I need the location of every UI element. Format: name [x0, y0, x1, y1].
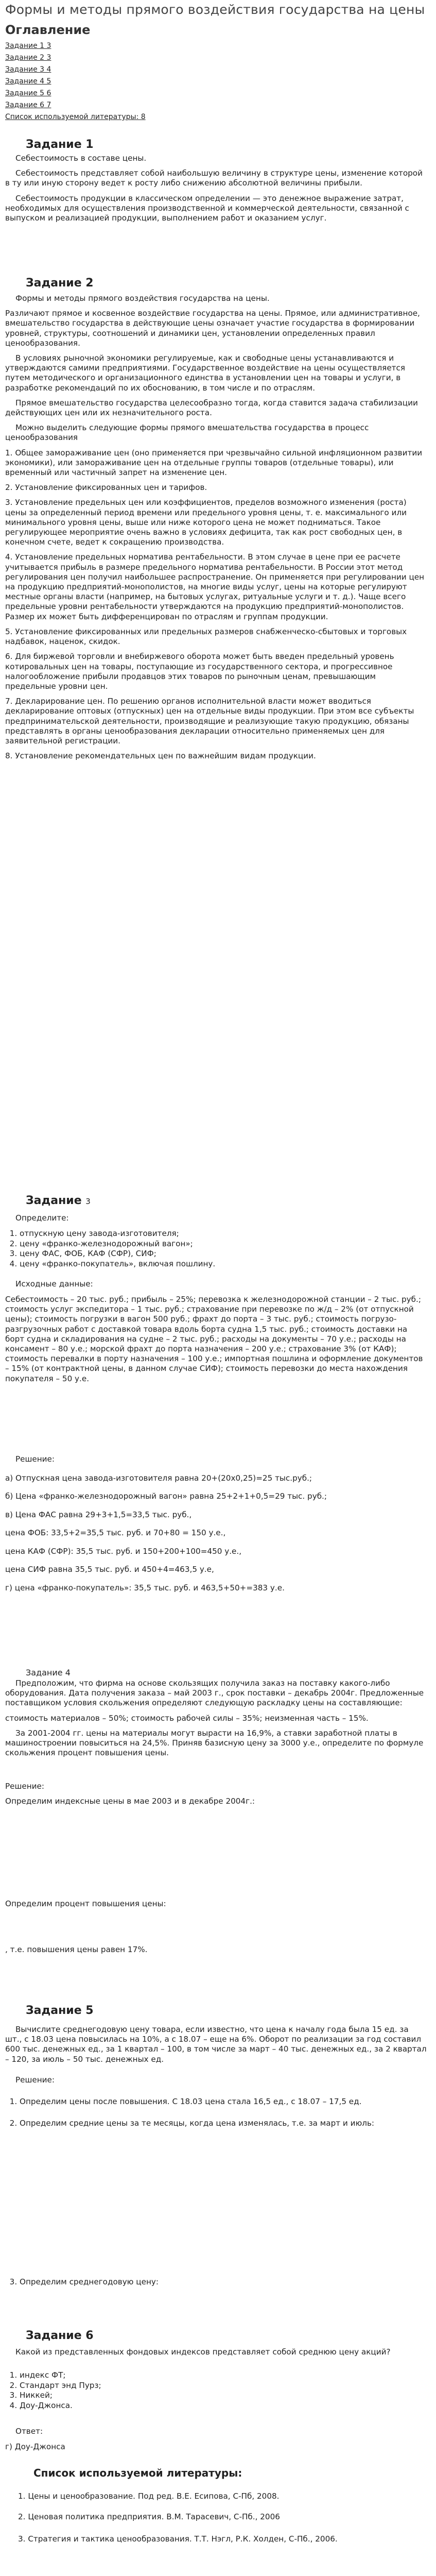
- paragraph: Себестоимость – 20 тыс. руб.; прибыль – 25%; перевозка к железнодорожной станции – 2 тыс. руб.; стоимость услуг экспедитора – 1 тыс. руб.; страхование при перевозке по ж/д – 2% (от отпускной цены); стоимость погрузки в вагон 500 руб.; фрахт до порта – 3 тыс. руб.; стоимость погрузо-разгрузочных работ с доставкой товара вдоль борта судна 1,5 тыс. руб.; стоимость доставки на борт судна и складирования на судне – 2 тыс. руб.; расходы на документы – 70 у.е.; расходы на консамент – 80 у.е.; морской фрахт до порта назначения – 200 у.е.; страхование 3% (от КАФ); стоимость перевалки в порту назначения – 100 у.е.; импортная пошлина и оформление документов – 15% (от контрактной цены, в данном случае СИФ); стоимость перевозки до места нахождения покупателя – 50 у.е.: [5, 1295, 423, 1383]
- solution-line: цена КАФ (СФР): 35,5 тыс. руб. и 150+200+100=450 у.е.,: [5, 1547, 242, 1556]
- list-item: 4. цену «франко-покупатель», включая пошлину.: [20, 1259, 215, 1269]
- task-3-solution-label: Решение:: [15, 1454, 55, 1464]
- paragraph: Себестоимость в составе цены.: [15, 154, 147, 163]
- toc-link-task-2[interactable]: Задание 2 3: [5, 54, 51, 62]
- task-4-solution-label: Решение:: [5, 1782, 45, 1791]
- list-item: 2. Определим средние цены за те месяцы, когда цена изменялась, т.е. за март и июль:: [20, 2119, 431, 2129]
- paragraph: Вычислите среднегодовую цену товара, если известно, что цена к началу года была 15 ед. за шт., с 18.03 цена повысилась на 10%, а с 18.07 – еще на 6%. Оборот по реализации за год составил 600 тыс. денежных ед., за 1 квартал – 100, в том числе за март – 40 тыс. денежных ед., за 2 квартал – 120, за июль – 50 тыс. денежных ед.: [5, 2025, 427, 2064]
- task-4-body: [5, 1679, 427, 1758]
- paragraph: стоимость материалов – 50%; стоимость рабочей силы – 35%; неизменная часть – 15%.: [5, 1713, 369, 1723]
- task-3-source-label: Исходные данные:: [15, 1279, 93, 1289]
- task-5-solution-label: Решение:: [15, 2075, 55, 2084]
- list-item: 8. Установление рекомендательных цен по важнейшим видам продукции.: [5, 751, 316, 761]
- list-item: 3. цену ФАС, ФОБ, КАФ (СФР), СИФ;: [20, 1249, 215, 1259]
- paragraph: Формы и методы прямого воздействия государства на цены.: [15, 294, 270, 303]
- literature-item: 2. Ценовая политика предприятия. В.М. Тарасевич, С-Пб., 2006: [18, 2512, 280, 2521]
- task-1-body: [5, 154, 427, 223]
- task-2-heading: Задание 2: [26, 277, 94, 290]
- solution-line: г) цена «франко-покупатель»: 35,5 тыс. руб. и 463,5+50+=383 у.е.: [5, 1583, 285, 1592]
- solution-line: цена ФОБ: 33,5+2=35,5 тыс. руб. и 70+80 = 150 у.е.,: [5, 1528, 226, 1537]
- literature-item: 1. Цены и ценообразование. Под ред. В.Е. Есипова, С-Пб, 2008.: [18, 2492, 280, 2501]
- solution-line: б) Цена «франко-железнодорожный вагон» равна 25+2+1+0,5=29 тыс. руб.;: [5, 1492, 327, 1501]
- document-title: Формы и методы прямого воздействия государства на цены: [5, 2, 425, 17]
- list-item: 2. цену «франко-железнодорожный вагон»;: [20, 1239, 215, 1249]
- list-item: 4. Установление предельных норматива рентабельности. В этом случае в цене при ее расчете учитывается прибыль в размере предельного норматива рентабельности. В России этот метод регулирования цен получил наибольшее распространение. Он применяется при регулировании цен на продукцию предприятий-монополистов, на многие виды услуг, цены на которые регулируют местные органы власти (например, на бытовых услугах, ритуальные услуги и т. д.). Чаще всего предельные уровни рентабельности утверждаются на продукцию предприятий-монополистов. Размер их может быть дифференцирован по отраслям и группам продукции.: [5, 552, 425, 621]
- task-4-heading: Задание 4: [26, 1668, 71, 1677]
- paragraph: Предположим, что фирма на основе скользящих получила заказ на поставку какого-либо оборудования. Дата получения заказа – май 2003 г., срок поставки – декабрь 2004г. Предложенные поставщиком условия скольжения определяют следующую раскладку цены на составляющие:: [5, 1679, 424, 1708]
- list-item: 6. Для биржевой торговли и внебиржевого оборота может быть введен предельный уровень котировальных цен на товары, поступающие из государственного сектора, и прогрессивное налогообложение прибыли продавцов этих товаров по рыночным ценам, превышающим предельные уровни цен.: [5, 652, 394, 691]
- toc-link-task-3[interactable]: Задание 3 4: [5, 65, 51, 74]
- task-4-solution-step-1: Определим индексные цены в мае 2003 и в декабре 2004г.:: [5, 1797, 255, 1806]
- toc-heading: Оглавление: [5, 23, 91, 37]
- task-5-heading: Задание 5: [26, 2004, 94, 2017]
- toc-link-task-5[interactable]: Задание 5 6: [5, 89, 51, 97]
- list-item: 4. Доу-Джонса.: [20, 2401, 101, 2411]
- paragraph: Себестоимость представляет собой наибольшую величину в структуре цены, изменение которой в ту или иную сторону ведет к росту либо снижению абсолютной величины прибыли.: [5, 168, 423, 188]
- task-3-define-label: Определите:: [15, 1213, 69, 1223]
- task-3-list: [5, 1229, 215, 1269]
- task-6-body: [5, 2347, 427, 2357]
- task-6-answer: г) Доу-Джонса: [5, 2442, 65, 2451]
- paragraph: Какой из представленных фондовых индексов представляет собой среднюю цену акций?: [15, 2347, 391, 2357]
- solution-line: в) Цена ФАС равна 29+3+1,5=33,5 тыс. руб.,: [5, 1510, 192, 1519]
- paragraph: В условиях рыночной экономики регулируемые, как и свободные цены устанавливаются и утверждаются самими предприятиями. Государственное воздействие на цены осуществляется путем методического и организационного единства в установлении цен на товары и услуги, в разработке рекомендаций по их обоснованию, в том числе и по отраслям.: [5, 353, 405, 393]
- list-item: 2. Установление фиксированных цен и тарифов.: [5, 483, 207, 493]
- toc-link-task-4[interactable]: Задание 4 5: [5, 77, 51, 86]
- task-2-body: [5, 294, 427, 761]
- paragraph: Можно выделить следующие формы прямого вмешательства государства в процесс ценообразования: [5, 423, 369, 443]
- list-item: 1. отпускную цену завода-изготовителя;: [20, 1229, 215, 1239]
- task-5-steps-continued: [5, 2277, 431, 2287]
- literature-item: 3. Стратегия и тактика ценообразования. Т.Т. Нэгл, Р.К. Холден, С-Пб., 2006.: [18, 2534, 338, 2544]
- list-item: 3. Никкей;: [20, 2391, 101, 2401]
- task-6-heading: Задание 6: [26, 2329, 94, 2342]
- task-4-solution-step-2: Определим процент повышения цены:: [5, 1899, 166, 1908]
- paragraph: Различают прямое и косвенное воздействие государства на цены. Прямое, или административное, вмешательство государства в действующие цены означает участие государства в формировании уровней, структуры, соотношений и динамики цен, установлении определенных правил ценообразования.: [5, 309, 420, 348]
- task-3-heading-text: Задание: [26, 1194, 82, 1207]
- task-3-heading-number: 3: [85, 1197, 91, 1206]
- solution-line: цена СИФ равна 35,5 тыс. руб. и 450+4=463,5 у.е,: [5, 1565, 214, 1574]
- list-item: 3. Определим среднегодовую цену:: [20, 2277, 431, 2287]
- task-6-answer-label: Ответ:: [15, 2427, 43, 2436]
- toc-link-task-6[interactable]: Задание 6 7: [5, 101, 51, 109]
- list-item: 1. индекс ФТ;: [20, 2370, 101, 2381]
- task-4-result: , т.е. повышения цены равен 17%.: [5, 1945, 148, 1954]
- list-item: 2. Стандарт энд Пурз;: [20, 2381, 101, 2391]
- list-item: 3. Установление предельных цен или коэффициентов, пределов возможного изменения (роста) цены за определенный период времени или предельного уровня цены, т. е. максимального или минимального уровня цены, выше или ниже которого цена не может подниматься. Такое регулирующее мероприятие очень важно в условиях дефицита, так как рост свободных цен, в конечном счете, ведет к сокращению производства.: [5, 498, 407, 547]
- task-5-body: [5, 2025, 427, 2064]
- toc-link-task-1[interactable]: Задание 1 3: [5, 42, 51, 50]
- task-6-options: [5, 2370, 101, 2411]
- paragraph: Прямое вмешательство государства целесообразно тогда, когда ставится задача стабилизации действующих цен или их незначительного роста.: [5, 398, 418, 418]
- list-item: 7. Декларирование цен. По решению органов исполнительной власти может вводиться декларирование оптовых (отпускных) цен на отдельные виды продукции. При этом все субъекты предпринимательской деятельности, производящие и реализующие такую продукцию, обязаны представлять в органы ценообразования декларации относительно применяемых цен для заявительной регистрации.: [5, 697, 414, 745]
- task-1-heading: Задание 1: [26, 138, 94, 151]
- list-item: 1. Определим цены после повышения. С 18.03 цена стала 16,5 ед., с 18.07 – 17,5 ед.: [20, 2097, 431, 2107]
- task-5-steps: [5, 2097, 431, 2128]
- task-3-heading: [26, 1194, 91, 1207]
- task-3-source-text: [5, 1295, 427, 1384]
- list-item: 1. Общее замораживание цен (оно применяется при чрезвычайно сильной инфляционном развитии экономики), или замораживание цен на отдельные группы товаров (отдельные товары), или временный или частичный запрет на изменение цен.: [5, 448, 423, 478]
- list-item: 5. Установление фиксированных или предельных размеров снабженческо-сбытовых и торговых надбавок, наценок, скидок.: [5, 626, 407, 647]
- solution-line: а) Отпускная цена завода-изготовителя равна 20+(20х0,25)=25 тыс.руб.;: [5, 1473, 312, 1483]
- literature-heading: Список используемой литературы:: [33, 2467, 242, 2479]
- toc-link-literature[interactable]: Список используемой литературы: 8: [5, 113, 146, 121]
- paragraph: Себестоимость продукции в классическом определении — это денежное выражение затрат, необходимых для осуществления производственной и коммерческой деятельности, связанной с выпуском и реализацией продукции, выполнением работ и оказанием услуг.: [5, 193, 409, 223]
- paragraph: За 2001-2004 гг. цены на материалы могут вырасти на 16,9%, а ставки заработной платы в машиностроении повыситься на 24,5%. Приняв базисную цену за 3000 у.е., определите по формуле скольжения процент повышения цены.: [5, 1728, 424, 1758]
